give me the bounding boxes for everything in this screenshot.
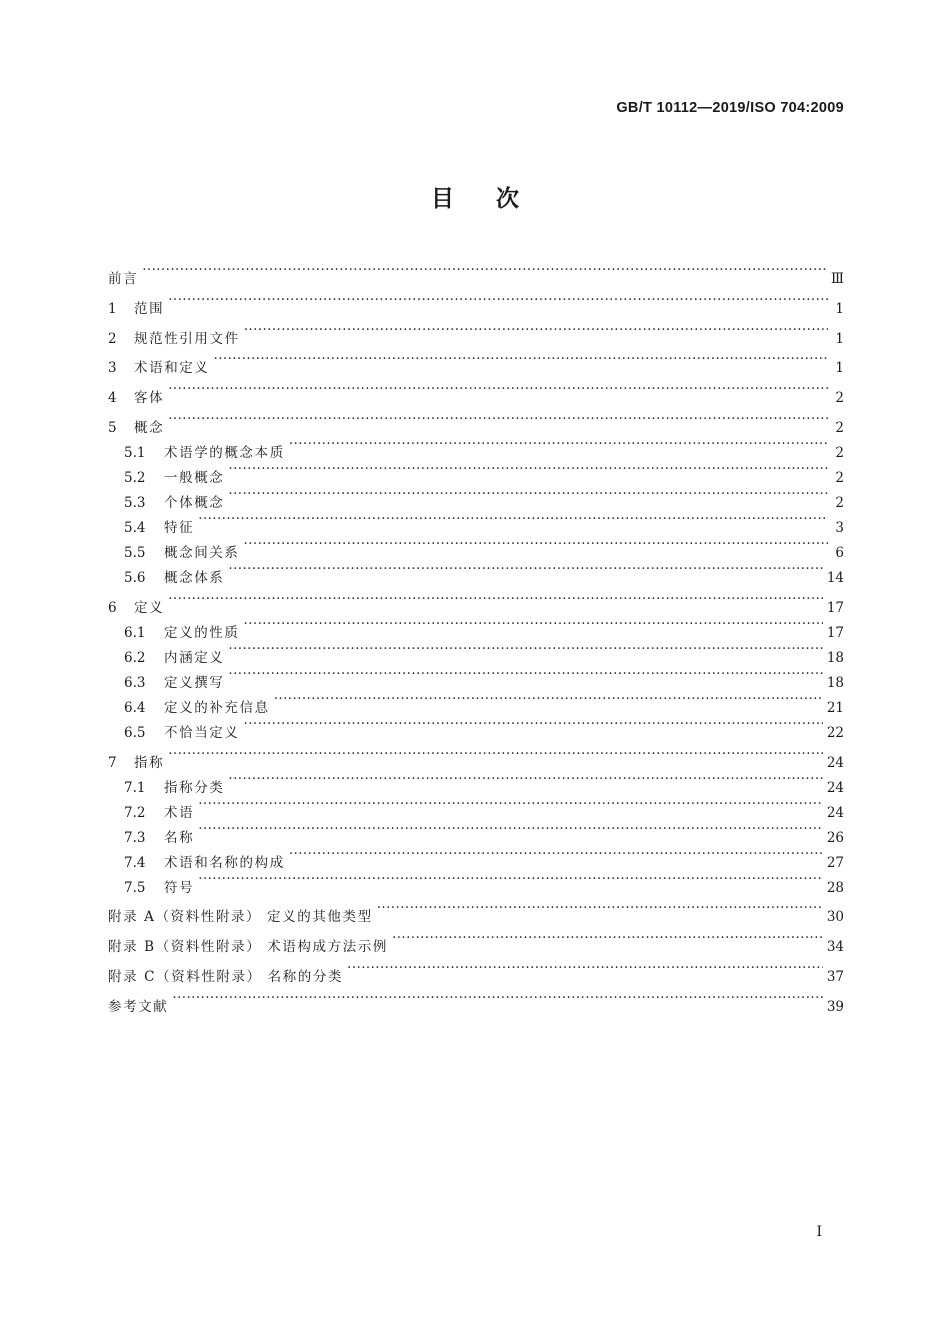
toc-entry-title: 前言 [108, 271, 139, 287]
toc-dot-leader [168, 407, 828, 432]
toc-entry[interactable] [108, 792, 844, 821]
toc-dot-leader [198, 792, 823, 817]
toc-entry-title: 个体概念 [164, 494, 225, 511]
toc-dot-leader [228, 637, 822, 662]
toc-entry-page: Ⅲ [830, 271, 844, 287]
toc-dot-leader [228, 482, 828, 507]
toc-dot-leader [228, 557, 822, 582]
toc-entry-number: 7.4 [124, 854, 146, 871]
toc-entry-title: 范围 [134, 300, 165, 317]
toc-entry-title: 指称 [134, 754, 165, 771]
toc-entry-title: 内涵定义 [164, 649, 225, 666]
toc-entry-page: 34 [826, 939, 844, 956]
toc-dot-leader [168, 377, 828, 402]
toc-dot-leader [198, 867, 823, 892]
toc-entry-page: 24 [826, 754, 844, 771]
toc-entry[interactable] [108, 377, 844, 407]
toc-entry-number: 7.1 [124, 779, 146, 796]
toc-entry-page: 24 [826, 779, 844, 796]
toc-entry-page: 2 [835, 390, 844, 407]
toc-entry[interactable] [108, 742, 844, 771]
toc-entry-title: 概念 [134, 419, 165, 436]
page-title: 目次 [431, 186, 561, 212]
toc-entry-title: 参考文献 [108, 998, 169, 1015]
toc-dot-leader [172, 986, 822, 1011]
toc-entry-number: 6.5 [124, 724, 146, 741]
toc-entry-number: 5.4 [124, 519, 146, 536]
toc-entry-number: 5.2 [124, 469, 146, 486]
toc-entry[interactable] [108, 432, 844, 461]
toc-entry-page: 28 [826, 879, 844, 896]
toc-entry-page: 27 [826, 854, 844, 871]
toc-entry-title: 定义的补充信息 [164, 699, 270, 716]
toc-entry[interactable] [108, 532, 844, 561]
toc-entry[interactable] [108, 587, 844, 616]
toc-entry-number: 6.4 [124, 699, 146, 716]
toc-dot-leader [392, 926, 823, 951]
toc-dot-leader [214, 347, 829, 372]
toc-entry-title: 不恰当定义 [164, 724, 240, 741]
toc-entry-title: 一般概念 [164, 469, 225, 486]
table-of-contents [108, 258, 844, 1015]
toc-entry[interactable] [108, 347, 844, 377]
toc-entry-page: 17 [826, 624, 844, 641]
toc-dot-leader [289, 842, 823, 867]
toc-entry-title: 概念体系 [164, 569, 225, 586]
toc-entry-page: 21 [826, 699, 844, 716]
toc-entry-title: 客体 [134, 390, 165, 407]
toc-entry-number: 4 [108, 390, 117, 407]
toc-entry-title: 规范性引用文件 [134, 330, 240, 347]
toc-entry-title: 概念间关系 [164, 544, 240, 561]
toc-entry-page: 39 [826, 998, 844, 1015]
toc-dot-leader [274, 687, 823, 712]
toc-entry-title: 术语和定义 [134, 360, 210, 377]
toc-entry-page: 22 [826, 724, 844, 741]
toc-entry-number: 7.2 [124, 804, 146, 821]
toc-entry-page: 2 [835, 494, 844, 511]
toc-entry-number: 5.6 [124, 569, 146, 586]
toc-entry-page: 1 [835, 300, 844, 317]
toc-entry-page: 6 [835, 544, 844, 561]
toc-entry[interactable] [108, 407, 844, 436]
toc-dot-leader [228, 662, 822, 687]
toc-entry-number: 2 [108, 330, 117, 347]
toc-entry-title: 符号 [164, 879, 195, 896]
toc-entry-title: 指称分类 [164, 779, 225, 796]
toc-entry-number: 7.5 [124, 879, 146, 896]
toc-dot-leader [228, 457, 828, 482]
toc-entry-page: 2 [835, 444, 844, 461]
toc-dot-leader [168, 587, 823, 612]
toc-entry-page: 2 [835, 469, 844, 486]
toc-dot-leader [244, 612, 823, 637]
toc-entry[interactable] [108, 318, 844, 347]
toc-entry-page: 1 [835, 360, 844, 377]
toc-dot-leader [244, 318, 828, 343]
toc-entry-number: 6.2 [124, 649, 146, 666]
toc-entry-page: 18 [826, 674, 844, 691]
toc-dot-leader [244, 712, 823, 737]
toc-dot-leader [198, 817, 823, 842]
toc-entry-page: 17 [826, 599, 844, 616]
toc-dot-leader [228, 767, 822, 792]
toc-entry-number: 6 [108, 599, 117, 616]
toc-entry-page: 14 [826, 569, 844, 586]
toc-entry-number: 1 [108, 300, 117, 317]
toc-entry[interactable] [108, 867, 844, 896]
toc-entry[interactable] [108, 842, 844, 871]
toc-entry[interactable] [108, 507, 844, 536]
toc-entry[interactable] [108, 288, 844, 317]
toc-entry-page: 24 [826, 804, 844, 821]
toc-entry-title: 定义撰写 [164, 674, 225, 691]
toc-entry[interactable] [108, 896, 844, 926]
toc-entry-number: 5.3 [124, 494, 146, 511]
toc-entry-page: 37 [826, 968, 844, 985]
toc-entry-page: 30 [826, 909, 844, 926]
toc-entry-title: 术语 [164, 804, 195, 821]
toc-dot-leader [198, 507, 828, 532]
toc-dot-leader [168, 288, 828, 313]
toc-dot-leader [168, 742, 823, 767]
toc-entry[interactable] [108, 258, 844, 287]
toc-entry-number: 7 [108, 754, 117, 771]
toc-entry-number: 7.3 [124, 829, 146, 846]
toc-dot-leader [142, 258, 827, 283]
toc-entry[interactable] [108, 767, 844, 796]
toc-entry-page: 1 [835, 330, 844, 347]
toc-dot-leader [377, 896, 823, 921]
toc-entry-title: 特征 [164, 519, 195, 536]
toc-entry-page: 18 [826, 649, 844, 666]
page-number: Ⅰ [816, 1224, 822, 1240]
toc-entry-title: 名称 [164, 829, 195, 846]
toc-entry-number: 5 [108, 419, 117, 436]
toc-entry-title: 附录 B（资料性附录） 术语构成方法示例 [108, 939, 389, 956]
toc-entry[interactable] [108, 986, 844, 1015]
toc-dot-leader [289, 432, 828, 457]
standard-number: GB/T 10112—2019/ISO 704:2009 [616, 100, 844, 116]
toc-entry-number: 5.5 [124, 544, 146, 561]
toc-entry-title: 附录 A（资料性附录） 定义的其他类型 [108, 909, 373, 926]
toc-entry-title: 定义 [134, 599, 165, 616]
toc-entry-title: 定义的性质 [164, 624, 240, 641]
toc-entry-page: 2 [835, 419, 844, 436]
toc-entry-number: 6.3 [124, 674, 146, 691]
toc-entry-title: 术语学的概念本质 [164, 444, 285, 461]
toc-entry[interactable] [108, 817, 844, 846]
toc-entry-title: 附录 C（资料性附录） 名称的分类 [108, 968, 344, 985]
toc-entry-number: 3 [108, 360, 117, 377]
toc-entry-number: 5.1 [124, 444, 146, 461]
toc-dot-leader [347, 956, 823, 981]
toc-entry-number: 6.1 [124, 624, 146, 641]
toc-entry[interactable] [108, 612, 844, 641]
toc-dot-leader [244, 532, 829, 557]
toc-entry-page: 26 [826, 829, 844, 846]
toc-entry-title: 术语和名称的构成 [164, 854, 285, 871]
toc-entry-page: 3 [835, 519, 844, 536]
